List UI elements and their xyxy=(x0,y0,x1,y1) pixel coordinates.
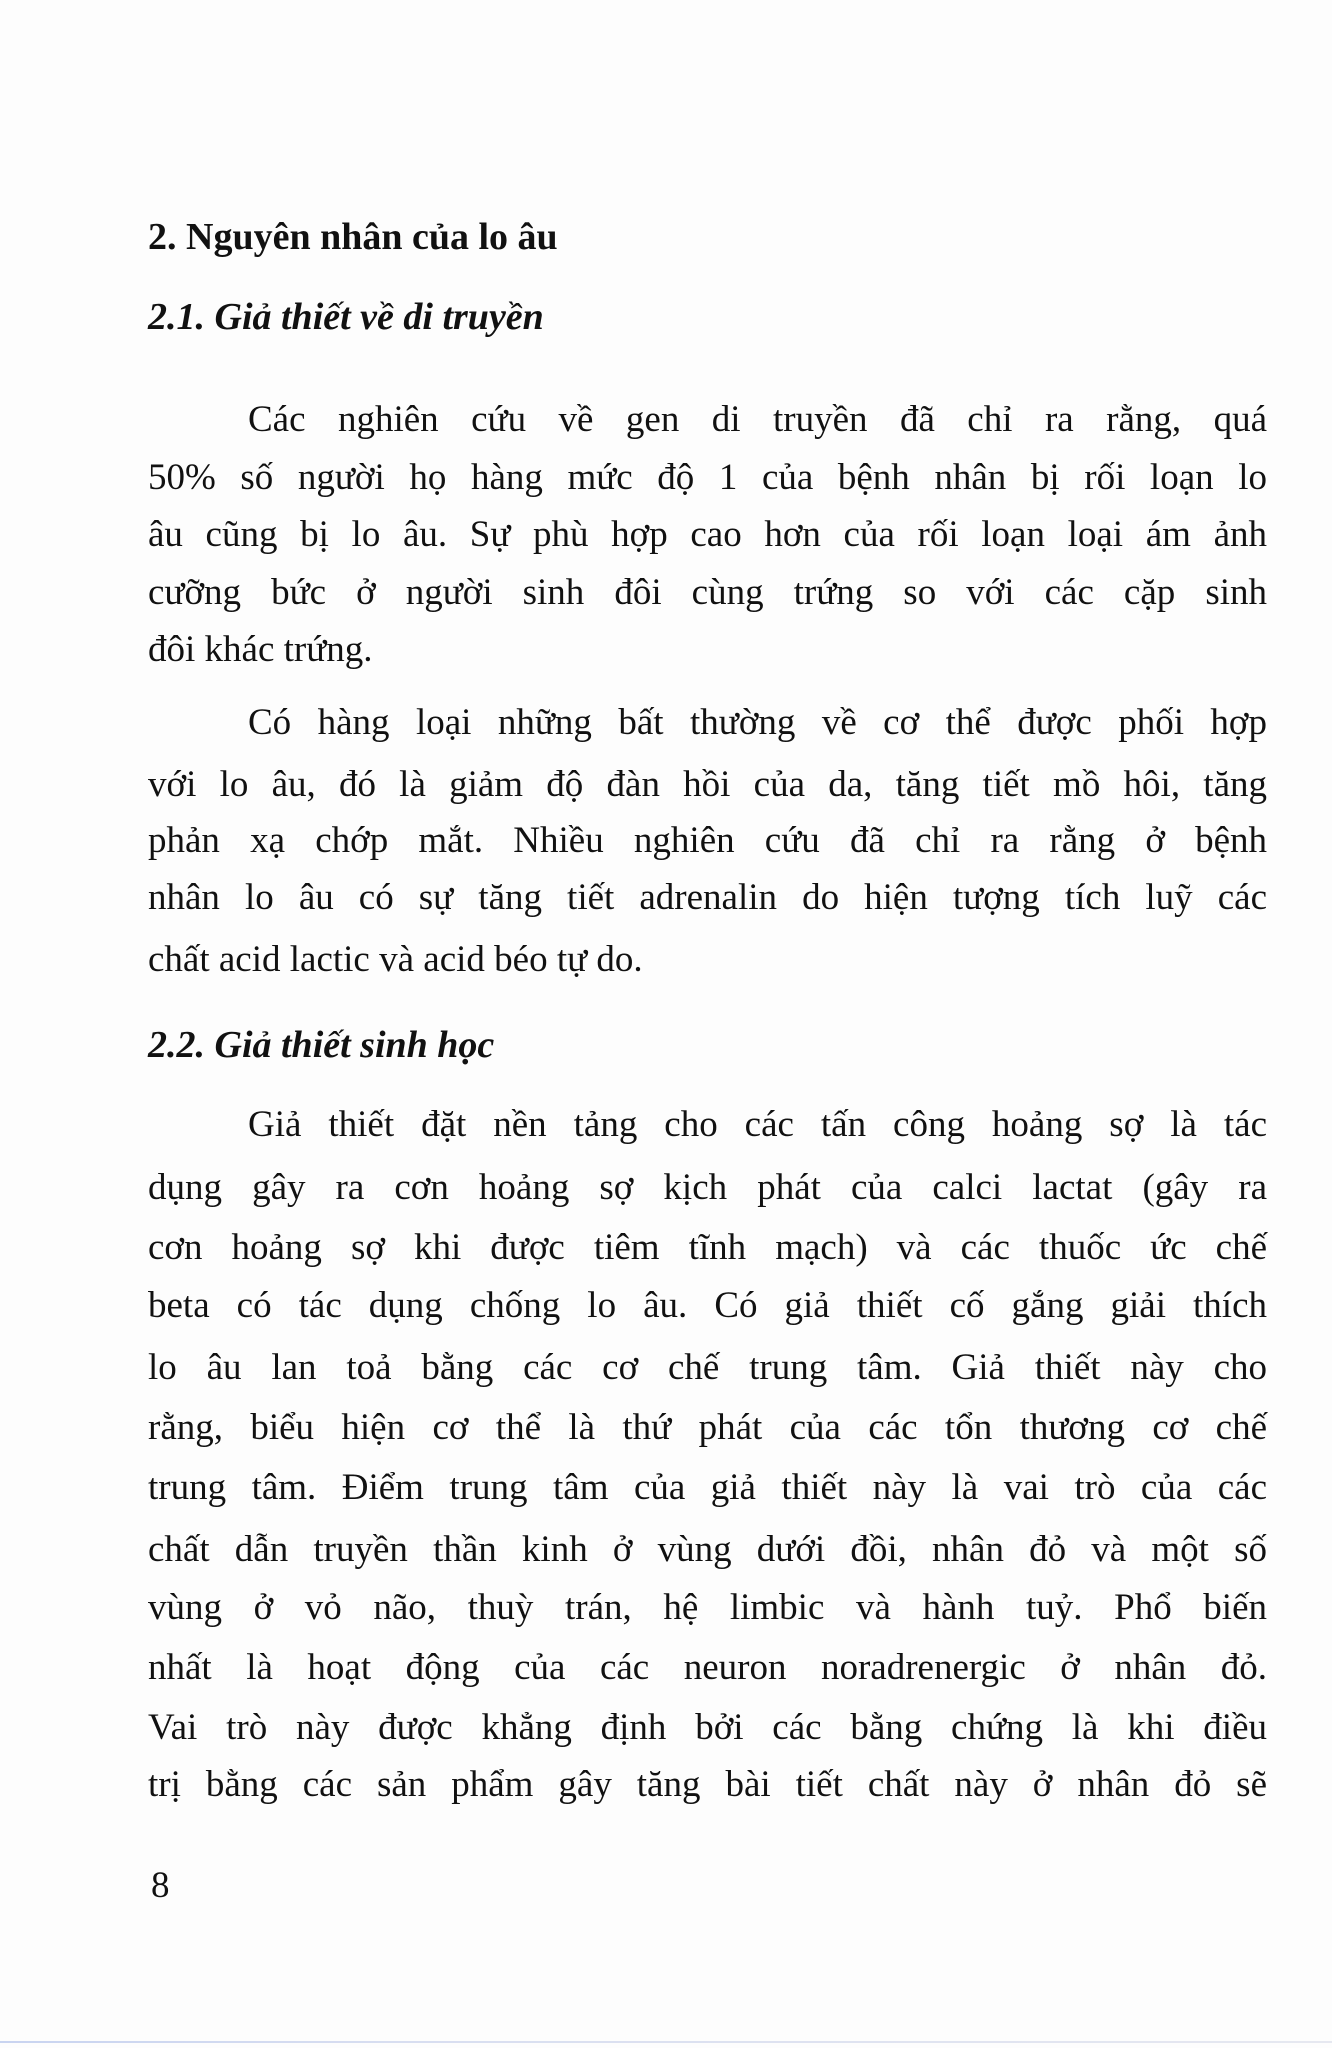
text-line: với lo âu, đó là giảm độ đàn hồi của da, tăng tiết mồ hôi, tăng xyxy=(148,764,1267,805)
section-heading: 2. Nguyên nhân của lo âu xyxy=(148,216,558,258)
text-line: chất acid lactic và acid béo tự do. xyxy=(148,939,643,980)
text-line: 50% số người họ hàng mức độ 1 của bệnh nhân bị rối loạn lo xyxy=(148,457,1267,498)
text-line: Vai trò này được khẳng định bởi các bằng chứng là khi điều xyxy=(148,1707,1267,1748)
text-line: chất dẫn truyền thần kinh ở vùng dưới đồi, nhân đỏ và một số xyxy=(148,1529,1267,1570)
text-line: beta có tác dụng chống lo âu. Có giả thiết cố gắng giải thích xyxy=(148,1285,1267,1326)
text-line: cơn hoảng sợ khi được tiêm tĩnh mạch) và các thuốc ức chế xyxy=(148,1227,1267,1268)
text-line: trung tâm. Điểm trung tâm của giả thiết này là vai trò của các xyxy=(148,1467,1267,1508)
subsection-heading-genetic: 2.1. Giả thiết về di truyền xyxy=(148,296,544,338)
text-line: nhân lo âu có sự tăng tiết adrenalin do hiện tượng tích luỹ các xyxy=(148,877,1267,918)
text-line: đôi khác trứng. xyxy=(148,629,373,670)
text-line: rằng, biểu hiện cơ thể là thứ phát của các tổn thương cơ chế xyxy=(148,1407,1267,1448)
text-line: Có hàng loại những bất thường về cơ thể được phối hợp xyxy=(248,702,1267,743)
page-number: 8 xyxy=(151,1865,170,1906)
text-line: phản xạ chớp mắt. Nhiều nghiên cứu đã chỉ ra rằng ở bệnh xyxy=(148,820,1267,861)
page-bottom-edge xyxy=(0,2041,1332,2043)
text-line: lo âu lan toả bằng các cơ chế trung tâm. Giả thiết này cho xyxy=(148,1347,1267,1388)
text-line: Giả thiết đặt nền tảng cho các tấn công hoảng sợ là tác xyxy=(248,1104,1267,1145)
text-line: Các nghiên cứu về gen di truyền đã chỉ ra rằng, quá xyxy=(248,399,1267,440)
text-line: vùng ở vỏ não, thuỳ trán, hệ limbic và hành tuỷ. Phổ biến xyxy=(148,1587,1267,1628)
text-line: trị bằng các sản phẩm gây tăng bài tiết chất này ở nhân đỏ sẽ xyxy=(148,1764,1267,1805)
text-line: dụng gây ra cơn hoảng sợ kịch phát của calci lactat (gây ra xyxy=(148,1167,1267,1208)
text-line: nhất là hoạt động của các neuron noradrenergic ở nhân đỏ. xyxy=(148,1647,1267,1688)
text-line: âu cũng bị lo âu. Sự phù hợp cao hơn của rối loạn loại ám ảnh xyxy=(148,514,1267,555)
text-line: cưỡng bức ở người sinh đôi cùng trứng so với các cặp sinh xyxy=(148,572,1267,613)
subsection-heading-biological: 2.2. Giả thiết sinh học xyxy=(148,1024,495,1066)
